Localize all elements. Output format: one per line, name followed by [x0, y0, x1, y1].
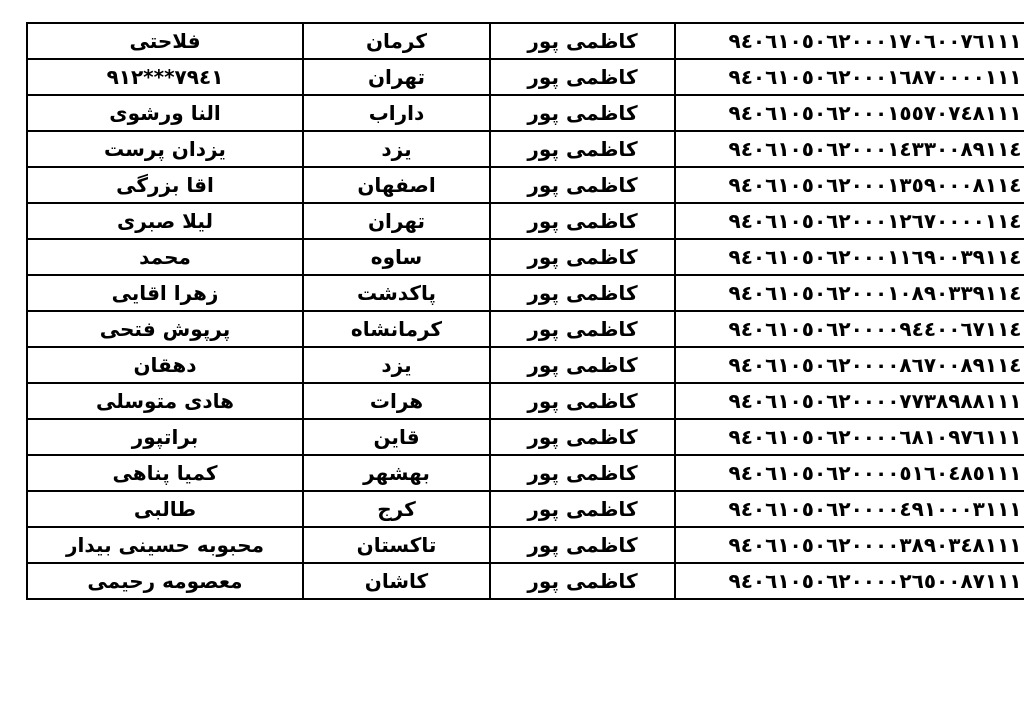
table-row	[27, 491, 1024, 527]
table-row	[27, 563, 1024, 599]
table-row	[27, 347, 1024, 383]
agent-cell: کاظمی پور	[490, 383, 675, 419]
records-table-body	[27, 23, 1024, 599]
number-cell: ۹٤۰٦۱۰٥۰٦۲۰۰۰۰۲٦٥۰۰۸۷۱۱۱	[675, 563, 1024, 599]
number-cell: ۹٤۰٦۱۰٥۰٦۲۰۰۰۰٦۸۱۰۹۷٦۱۱۱	[675, 419, 1024, 455]
table-row	[27, 167, 1024, 203]
name-cell: دهقان	[27, 347, 303, 383]
agent-cell: کاظمی پور	[490, 131, 675, 167]
number-cell: ۹٤۰٦۱۰٥۰٦۲۰۰۰۰۸٦۷۰۰۸۹۱۱٤	[675, 347, 1024, 383]
agent-cell: کاظمی پور	[490, 203, 675, 239]
name-cell: معصومه رحیمی	[27, 563, 303, 599]
city-cell: کاشان	[303, 563, 490, 599]
city-cell: ساوه	[303, 239, 490, 275]
table-row	[27, 59, 1024, 95]
table-row	[27, 311, 1024, 347]
name-cell: هادی متوسلی	[27, 383, 303, 419]
table-row	[27, 131, 1024, 167]
table-row	[27, 239, 1024, 275]
city-cell: یزد	[303, 347, 490, 383]
table-row	[27, 275, 1024, 311]
table-row	[27, 419, 1024, 455]
name-cell: محبوبه حسینی بیدار	[27, 527, 303, 563]
number-cell: ۹٤۰٦۱۰٥۰٦۲۰۰۰۱۰۸۹۰۳۳۹۱۱٤	[675, 275, 1024, 311]
number-cell: ۹٤۰٦۱۰٥۰٦۲۰۰۰۱۱٦۹۰۰۳۹۱۱٤	[675, 239, 1024, 275]
agent-cell: کاظمی پور	[490, 491, 675, 527]
number-cell: ۹٤۰٦۱۰٥۰٦۲۰۰۰۰۷۷۳۸۹۸۸۱۱۱	[675, 383, 1024, 419]
number-cell: ۹٤۰٦۱۰٥۰٦۲۰۰۰۰٥۱٦۰٤۸٥۱۱۱	[675, 455, 1024, 491]
number-cell: ۹٤۰٦۱۰٥۰٦۲۰۰۰۰٤۹۱۰۰۰۳۱۱۱	[675, 491, 1024, 527]
agent-cell: کاظمی پور	[490, 239, 675, 275]
name-cell: لیلا صبری	[27, 203, 303, 239]
number-cell: ۹٤۰٦۱۰٥۰٦۲۰۰۰۰۳۸۹۰۳٤۸۱۱۱	[675, 527, 1024, 563]
records-table	[26, 22, 1024, 600]
table-row	[27, 527, 1024, 563]
name-cell: ۹۱۲***۷۹٤۱	[27, 59, 303, 95]
city-cell: اصفهان	[303, 167, 490, 203]
agent-cell: کاظمی پور	[490, 59, 675, 95]
number-cell: ۹٤۰٦۱۰٥۰٦۲۰۰۰۱٤۳۳۰۰۸۹۱۱٤	[675, 131, 1024, 167]
table-row	[27, 455, 1024, 491]
number-cell: ۹٤۰٦۱۰٥۰٦۲۰۰۰۱۷۰٦۰۰۷٦۱۱۱	[675, 23, 1024, 59]
name-cell: النا ورشوی	[27, 95, 303, 131]
agent-cell: کاظمی پور	[490, 311, 675, 347]
table-row	[27, 203, 1024, 239]
city-cell: کرمان	[303, 23, 490, 59]
name-cell: فلاحتی	[27, 23, 303, 59]
city-cell: تاکستان	[303, 527, 490, 563]
number-cell: ۹٤۰٦۱۰٥۰٦۲۰۰۰۱۳٥۹۰۰۰۸۱۱٤	[675, 167, 1024, 203]
agent-cell: کاظمی پور	[490, 527, 675, 563]
agent-cell: کاظمی پور	[490, 563, 675, 599]
city-cell: داراب	[303, 95, 490, 131]
agent-cell: کاظمی پور	[490, 95, 675, 131]
name-cell: پرپوش فتحی	[27, 311, 303, 347]
table-row	[27, 383, 1024, 419]
name-cell: زهرا اقایی	[27, 275, 303, 311]
number-cell: ۹٤۰٦۱۰٥۰٦۲۰۰۰۱٥٥۷۰۷٤۸۱۱۱	[675, 95, 1024, 131]
city-cell: کرمانشاه	[303, 311, 490, 347]
number-cell: ۹٤۰٦۱۰٥۰٦۲۰۰۰۱٦۸۷۰۰۰۰۱۱۱	[675, 59, 1024, 95]
agent-cell: کاظمی پور	[490, 419, 675, 455]
name-cell: طالبی	[27, 491, 303, 527]
agent-cell: کاظمی پور	[490, 23, 675, 59]
agent-cell: کاظمی پور	[490, 455, 675, 491]
city-cell: تهران	[303, 203, 490, 239]
city-cell: قاین	[303, 419, 490, 455]
city-cell: پاکدشت	[303, 275, 490, 311]
agent-cell: کاظمی پور	[490, 347, 675, 383]
table-row	[27, 23, 1024, 59]
name-cell: اقا بزرگی	[27, 167, 303, 203]
city-cell: هرات	[303, 383, 490, 419]
name-cell: یزدان پرست	[27, 131, 303, 167]
city-cell: یزد	[303, 131, 490, 167]
table-row	[27, 95, 1024, 131]
name-cell: محمد	[27, 239, 303, 275]
agent-cell: کاظمی پور	[490, 167, 675, 203]
name-cell: براتپور	[27, 419, 303, 455]
name-cell: کمیا پناهی	[27, 455, 303, 491]
number-cell: ۹٤۰٦۱۰٥۰٦۲۰۰۰۱۲٦۷۰۰۰۰۱۱٤	[675, 203, 1024, 239]
city-cell: کرج	[303, 491, 490, 527]
city-cell: تهران	[303, 59, 490, 95]
number-cell: ۹٤۰٦۱۰٥۰٦۲۰۰۰۰۹٤٤۰۰٦۷۱۱٤	[675, 311, 1024, 347]
agent-cell: کاظمی پور	[490, 275, 675, 311]
city-cell: بهشهر	[303, 455, 490, 491]
